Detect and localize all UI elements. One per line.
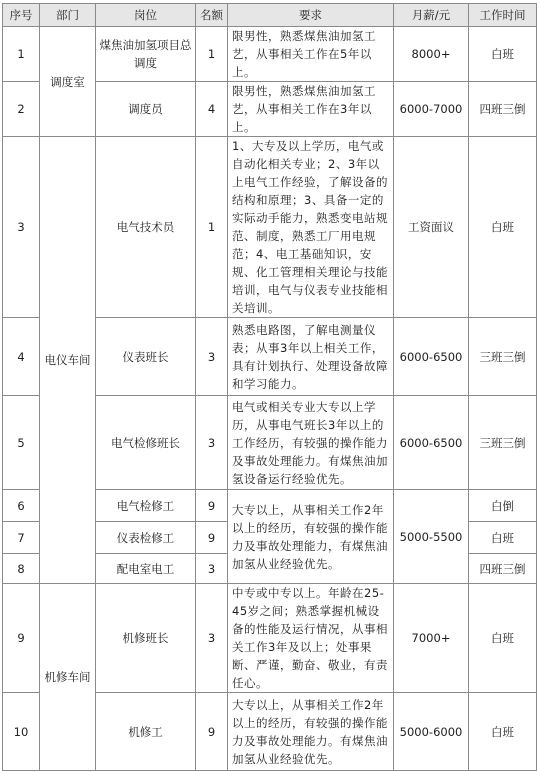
- row-count: 3: [196, 584, 228, 693]
- row-count: 9: [196, 490, 228, 522]
- row-dept: 调度室: [40, 27, 96, 137]
- row-count: 3: [196, 396, 228, 490]
- job-table: [2, 3, 537, 771]
- row-no: 8: [3, 554, 40, 584]
- row-count: 4: [196, 82, 228, 137]
- row-time: 白班: [469, 27, 537, 82]
- header-post: 岗位: [96, 4, 196, 27]
- row-time: 白班: [469, 522, 537, 554]
- row-req: 限男性，熟悉煤焦油加氢工艺，从事相关工作在5年以上。: [228, 27, 394, 82]
- row-no: 9: [3, 584, 40, 693]
- row-post: 仪表班长: [96, 318, 196, 396]
- row-post: 调度员: [96, 82, 196, 137]
- row-req: 大专以上，从事相关工作2年以上的经历，有较强的操作能力及事故处理能力，有煤焦油加氢从业经验优先。: [228, 490, 394, 584]
- row-no: 10: [3, 693, 40, 771]
- header-row: [3, 4, 537, 27]
- row-count: 9: [196, 522, 228, 554]
- row-dept: 机修车间: [40, 584, 96, 771]
- table-row: [3, 137, 537, 318]
- row-time: 白班: [469, 693, 537, 771]
- header-dept: 部门: [40, 4, 96, 27]
- row-dept: 电仪车间: [40, 137, 96, 584]
- row-no: 4: [3, 318, 40, 396]
- row-count: 1: [196, 137, 228, 318]
- header-salary: 月薪/元: [394, 4, 469, 27]
- row-time: 四班三倒: [469, 554, 537, 584]
- row-post: 电气检修班长: [96, 396, 196, 490]
- row-no: 2: [3, 82, 40, 137]
- row-time: 三班三倒: [469, 396, 537, 490]
- row-time: 三班三倒: [469, 318, 537, 396]
- row-no: 1: [3, 27, 40, 82]
- row-req: 大专以上，从事相关工作2年以上的经历，有较强的操作能力及事故处理能力。有煤焦油加氢从业经验优先。: [228, 693, 394, 771]
- header-count: 名额: [196, 4, 228, 27]
- row-post: 电气检修工: [96, 490, 196, 522]
- row-salary: 6000-6500: [394, 396, 469, 490]
- row-salary: 7000+: [394, 584, 469, 693]
- row-no: 3: [3, 137, 40, 318]
- row-time: 白倒: [469, 490, 537, 522]
- table-row: [3, 584, 537, 693]
- row-post: 电气技术员: [96, 137, 196, 318]
- row-time: 白班: [469, 137, 537, 318]
- row-time: 白班: [469, 584, 537, 693]
- row-req: 熟悉电路图，了解电测量仪表；从事3年以上相关工作，具有计划执行、处理设备故障和学习能力。: [228, 318, 394, 396]
- row-no: 5: [3, 396, 40, 490]
- row-salary: 6000-6500: [394, 318, 469, 396]
- header-time: 工作时间: [469, 4, 537, 27]
- row-no: 7: [3, 522, 40, 554]
- row-post: 煤焦油加氢项目总调度: [96, 27, 196, 82]
- row-salary: 5000-5500: [394, 490, 469, 584]
- table-row: [3, 27, 537, 82]
- row-salary: 6000-7000: [394, 82, 469, 137]
- row-salary: 5000-6000: [394, 693, 469, 771]
- row-req: 电气或相关专业大专以上学历，从事电气班长3年以上的工作经历，有较强的操作能力及事故处理能力。有煤焦油加氢设备运行经验优先。: [228, 396, 394, 490]
- row-req: 中专或中专以上。年龄在25-45岁之间；熟悉掌握机械设备的性能及运行情况，从事相关工作3年及以上；处事果断、严谨，勤奋、敬业，有责任心。: [228, 584, 394, 693]
- row-count: 3: [196, 318, 228, 396]
- header-req: 要求: [228, 4, 394, 27]
- row-count: 3: [196, 554, 228, 584]
- row-req: 限男性，熟悉煤焦油加氢工艺，从事相关工作在3年以上。: [228, 82, 394, 137]
- row-no: 6: [3, 490, 40, 522]
- row-post: 仪表检修工: [96, 522, 196, 554]
- row-post: 配电室电工: [96, 554, 196, 584]
- row-time: 四班三倒: [469, 82, 537, 137]
- row-post: 机修班长: [96, 584, 196, 693]
- row-count: 1: [196, 27, 228, 82]
- row-count: 9: [196, 693, 228, 771]
- row-salary: 工资面议: [394, 137, 469, 318]
- row-salary: 8000+: [394, 27, 469, 82]
- header-no: 序号: [3, 4, 40, 27]
- row-post: 机修工: [96, 693, 196, 771]
- row-req: 1、大专及以上学历，电气或自动化相关专业；2、3年以上电气工作经验，了解设备的结构和原理；3、具备一定的实际动手能力，熟悉变电站规范、制度，熟悉工厂用电规范；4、电工基础知识，安规、化工管理相关理论与技能培训，电气与仪表专业技能相关培训。: [228, 137, 394, 318]
